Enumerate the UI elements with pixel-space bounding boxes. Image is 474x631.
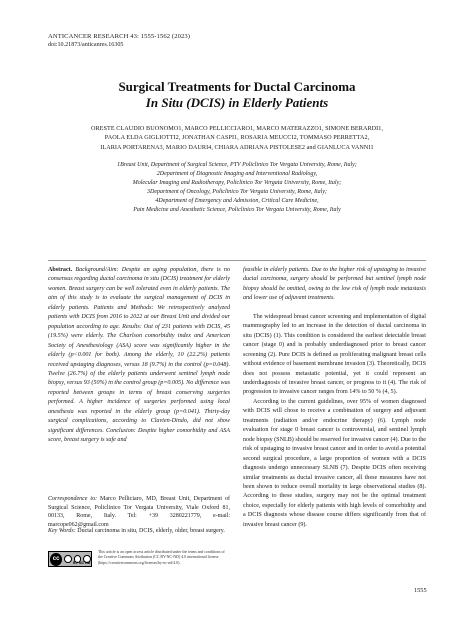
license-text: This article is an open access article distributed under the terms and conditions of the Creative Commons Attribution (CC BY-NC-ND) 4.0 international license (https://creativecommons.org/licenses/by-nc-nd/4.0). xyxy=(98,550,225,565)
right-column xyxy=(243,266,426,530)
journal-header xyxy=(48,33,190,49)
affiliation-line: 3Department of Oncology, Policlinico Tor Vergata University, Rome, Italy; xyxy=(146,189,328,196)
abstract-label: Abstract. xyxy=(48,267,73,273)
doi: doi:10.21873/anticanres.16305 xyxy=(48,42,124,48)
correspondence-text: Marco Pelliciaro, MD, Breast Unit, Department of Surgical Science, Policlinico Tor Vergata University, Viale Oxford 81, 00133, Rome, Italy. Tel: +39 3280221779, e-mail: marcope062@gmail.com xyxy=(48,496,230,528)
correspondence xyxy=(48,495,230,529)
affiliation-line: 2Department of Diagnostic Imaging and Interventional Radiology, xyxy=(156,171,318,178)
correspondence-label: Correspondence to: xyxy=(48,496,98,502)
left-column xyxy=(48,266,230,446)
keywords-text: Ductal carcinoma in situ, DCIS, elderly, older, breast surgery. xyxy=(77,528,225,534)
affiliation-line: Pain Medicine and Anesthetic Science, Policlinico Tor Vergata University, Rome, Italy xyxy=(133,207,341,214)
header-divider xyxy=(48,260,426,261)
keywords-label: Key Words: xyxy=(48,528,76,534)
keywords xyxy=(48,527,230,536)
authors-line-2: PAOLA ELDA GIGLIOTTI2, JONATHAN CASPI1, ROSARIA MEUCCI2, TOMMASO PERRETTA2, xyxy=(104,134,370,142)
affiliation-line: 4Department of Emergency and Admission, Critical Care Medicine, xyxy=(155,198,319,205)
article-title xyxy=(0,79,474,110)
affiliations xyxy=(48,161,426,216)
author-list xyxy=(48,124,426,152)
by-icon xyxy=(64,555,72,563)
abstract-continued: feasible in elderly patients. Due to the higher risk of upstaging to invasive ductal carcinoma, surgery should be performed but sentinel lymph node biopsy should be omitted, owing to the low risk of lymph node metastasis and lower use of adjuvant treatments. xyxy=(243,267,426,302)
body-paragraph: According to the current guidelines, over 95% of women diagnosed with DCIS will chose to receive a combination of surgery and adjuvant treatments (radiation and/or endocrine therapy) (6). Lymph node evaluation for stage 0 breast cancer is controversial, and sentinel lymph node biopsy (SNLB) should be reserved for invasive cancer (4). Due to the risk of upstaging to invasive breast cancer and in order to avoid a potential second surgical procedure, a large proportion of women with a DCIS diagnosis undergo unnecessary SLNB (7). Despite DCIS often receiving similar treatments as ductal invasive cancer, all these measures have not been shown to reduce overall mortality in large observational studies (8). According to these studies, surgery may not be the optimal treatment choice, especially for elderly patients with high levels of comorbidity and a DCIS diagnosis whose disease course differs significantly from that of invasive breast cancer (9). xyxy=(243,398,426,528)
page-number: 1555 xyxy=(414,587,427,594)
affiliation-line: Molecular Imaging and Radiotherapy, Policlinico Tor Vergata University, Rome, Italy; xyxy=(132,180,342,187)
title-line-1: Surgical Treatments for Ductal Carcinoma xyxy=(118,79,356,94)
body-paragraph: The widespread breast cancer screening and implementation of digital mammography led to an increase in the detection of ductal carcinoma in situ (DCIS) (1). This condition is considered the earliest detectable breast cancer (stage 0) and is probably underdiagnosed prior to breast cancer screening (2). Pure DCIS is defined as proliferating malignant breast cells without evidence of basement membrane invasion (3). Theoretically, DCIS does not possess metastatic potential, yet it could represent an underdiagnosis of invasive breast cancer, or progress to it (4). The risk of progression to invasive cancer ranges from 14% to 50 % (4, 5). xyxy=(243,313,426,396)
license-badge-text: BY NC ND xyxy=(73,561,91,565)
license-block xyxy=(48,550,230,572)
authors-line-3: ILARIA PORTARENA3, MARIO DAURI4, CHIARA ADRIANA PISTOLESE2 and GIANLUCA VANNI1 xyxy=(100,143,374,151)
creative-commons-icon[interactable]: cc BY NC ND xyxy=(48,551,92,567)
abstract xyxy=(48,266,230,446)
journal-citation: ANTICANCER RESEARCH 43: 1555-1562 (2023) xyxy=(48,33,191,40)
abstract-body: Background/Aim: Despite an aging population, there is no consensus regarding ductal carcinoma in situ (DCIS) treatment for elderly women. Breast surgery can be well tolerated even in elderly patients. The aim of this study is to evaluate the surgical management of DCIS in elderly patients. Patients and Methods: We retrospectively analyzed patients with DCIS from 2016 to 2022 at our Breast Unit and divided our population according to age. Results: Out of 231 patients with DCIS, 45 (19.5%) were elderly. The Charlson comorbidity index and American Society of Anesthesiology (ASA) score was significantly higher in the elderly (p<0.001 for both). Among the elderly, 10 (22.2%) patients received upstaging diagnoses, versus 18 (9.7%) in the control (p=0.048). Twelve (26.7%) of the elderly patients underwent sentinel lymph node biopsy, versus 93 (50%) in the control group (p=0.005). No difference was reported between groups in terms of breast conserving surgeries performed. A higher incidence of surgeries performed using local anesthesia was reported in the elderly group (p=0.041). Thirty-day surgical complications, according to Clavien-Dindo, did not show significant differences. Conclusion: Despite higher comorbidity and ASA score, breast surgery is safe and xyxy=(48,267,230,444)
authors-line-1: ORESTE CLAUDIO BUONOMO1, MARCO PELLICCIARO1, MARCO MATERAZZO1, SIMONE BERARDI1, xyxy=(90,125,384,132)
title-line-2: In Situ (DCIS) in Elderly Patients xyxy=(145,94,329,110)
affiliation-line: 1Breast Unit, Department of Surgical Science, PTV Policlinico Tor Vergata University, Rome, Italy; xyxy=(117,162,357,168)
